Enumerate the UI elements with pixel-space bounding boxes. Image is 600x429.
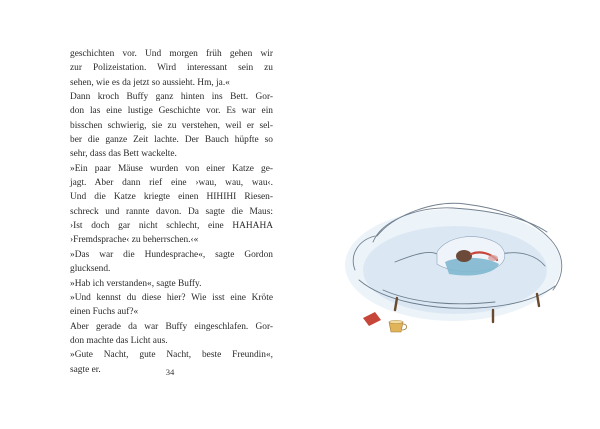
text-line: bisschen schwierig, sie zu verstehen, weil er sel- — [70, 120, 273, 131]
text-line: jagt. Aber dann rief eine ›wau, wau, wau‹. — [70, 178, 273, 189]
text-line: einen Fuchs auf?« — [70, 307, 139, 318]
page-number: 34 — [165, 367, 175, 377]
text-line: »Hab ich verstanden«, sagte Buffy. — [70, 278, 202, 289]
text-line: geschichten vor. Und morgen früh gehen wir — [70, 49, 273, 59]
cup-icon — [389, 320, 407, 332]
text-line: Dann kroch Buffy ganz hinten ins Bett. Gor- — [70, 92, 273, 103]
text-line: ›Fremdsprache‹ zu beherrschen.‹« — [70, 235, 199, 246]
text-line: don machte das Licht aus. — [70, 335, 168, 346]
text-line: zur Polizeistation. Wird interessant sein zu — [70, 63, 273, 74]
sleeper-hand — [488, 255, 498, 261]
text-line: Aber gerade da war Buffy eingeschlafen. Gor- — [70, 321, 273, 332]
text-line: schreck und rannte davon. Da sagte die Maus: — [70, 206, 273, 217]
text-line: »Ein paar Mäuse wurden von einer Katze ge- — [70, 163, 273, 174]
text-line: ›Ist doch gar nicht schlecht, eine HAHAHA — [70, 221, 273, 232]
text-line: »Und kennst du diese hier? Wie isst eine Kröte — [70, 292, 273, 303]
story-text — [70, 47, 273, 377]
text-line: sehr, dass das Bett wackelte. — [70, 149, 177, 160]
text-line: don las eine lustige Geschichte vor. Es war ein — [70, 106, 273, 117]
text-line: glucksend. — [70, 264, 111, 275]
text-line: »Gute Nacht, gute Nacht, beste Freundin«, — [70, 350, 273, 361]
book-icon — [363, 312, 381, 326]
sleeper-hair — [456, 250, 472, 262]
sleeping-in-bed-illustration — [325, 170, 580, 365]
text-line: sagte er. — [70, 364, 101, 375]
text-line: sehen, wie es da jetzt so aussieht. Hm, ja.« — [70, 77, 230, 88]
text-line: ber die ganze Zeit lachte. Der Bauch hüpfte so — [70, 135, 273, 146]
text-line: »Das war die Hundesprache«, sagte Gordon — [70, 249, 273, 260]
text-line: Und die Katze kriegte einen HIHIHI Riesen- — [70, 192, 273, 203]
